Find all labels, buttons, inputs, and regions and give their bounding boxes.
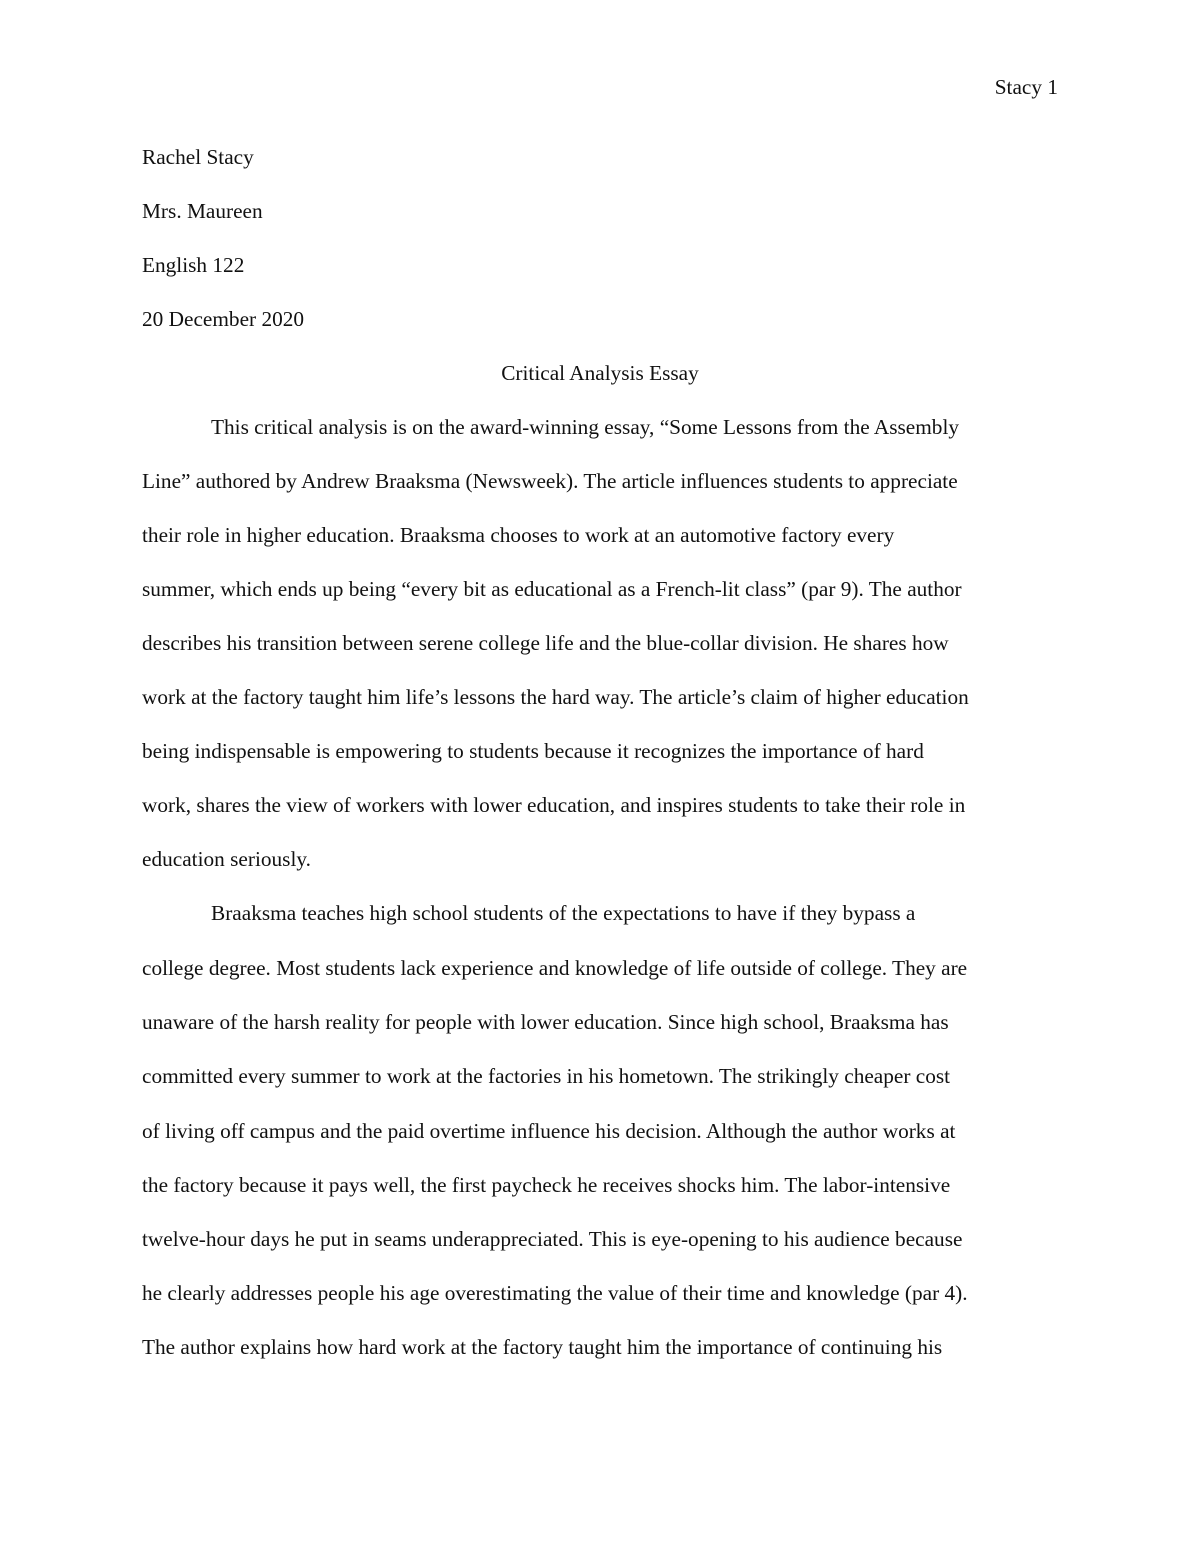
instructor-name: Mrs. Maureen — [142, 199, 263, 223]
paragraph-line: The author explains how hard work at the factory taught him the importance of continuing his — [142, 1335, 943, 1359]
paragraph-line: summer, which ends up being “every bit as educational as a French-lit class” (par 9). The author — [142, 577, 962, 601]
paragraph-line: work at the factory taught him life’s lessons the hard way. The article’s claim of higher education — [142, 685, 969, 709]
paragraph-line: describes his transition between serene college life and the blue-collar division. He shares how — [142, 631, 949, 655]
running-head: Stacy 1 — [994, 75, 1058, 99]
paragraph-line: twelve-hour days he put in seams underappreciated. This is eye-opening to his audience because — [142, 1227, 963, 1251]
paragraph-line: education seriously. — [142, 847, 311, 871]
paragraph-line: Line” authored by Andrew Braaksma (Newsweek). The article influences students to appreciate — [142, 469, 958, 493]
paragraph-line: work, shares the view of workers with lower education, and inspires students to take their role in — [142, 793, 966, 817]
paragraph-line: committed every summer to work at the factories in his hometown. The strikingly cheaper cost — [142, 1064, 951, 1088]
paragraph-line: being indispensable is empowering to students because it recognizes the importance of hard — [142, 739, 924, 763]
paragraph-line: This critical analysis is on the award-winning essay, “Some Lessons from the Assembly — [211, 415, 960, 439]
course-name: English 122 — [142, 253, 245, 277]
paragraph-line: college degree. Most students lack experience and knowledge of life outside of college. They are — [142, 956, 968, 980]
essay-title: Critical Analysis Essay — [501, 361, 699, 385]
essay-date: 20 December 2020 — [142, 307, 305, 331]
paragraph-line: of living off campus and the paid overtime influence his decision. Although the author works at — [142, 1119, 956, 1143]
paragraph-line: Braaksma teaches high school students of the expectations to have if they bypass a — [211, 901, 916, 925]
paragraph-line: their role in higher education. Braaksma chooses to work at an automotive factory every — [142, 523, 895, 547]
student-name: Rachel Stacy — [142, 145, 254, 169]
paragraph-line: the factory because it pays well, the first paycheck he receives shocks him. The labor-intensive — [142, 1173, 951, 1197]
paragraph-line: unaware of the harsh reality for people with lower education. Since high school, Braaksma has — [142, 1010, 949, 1034]
paragraph-line: he clearly addresses people his age overestimating the value of their time and knowledge (par 4). — [142, 1281, 968, 1305]
